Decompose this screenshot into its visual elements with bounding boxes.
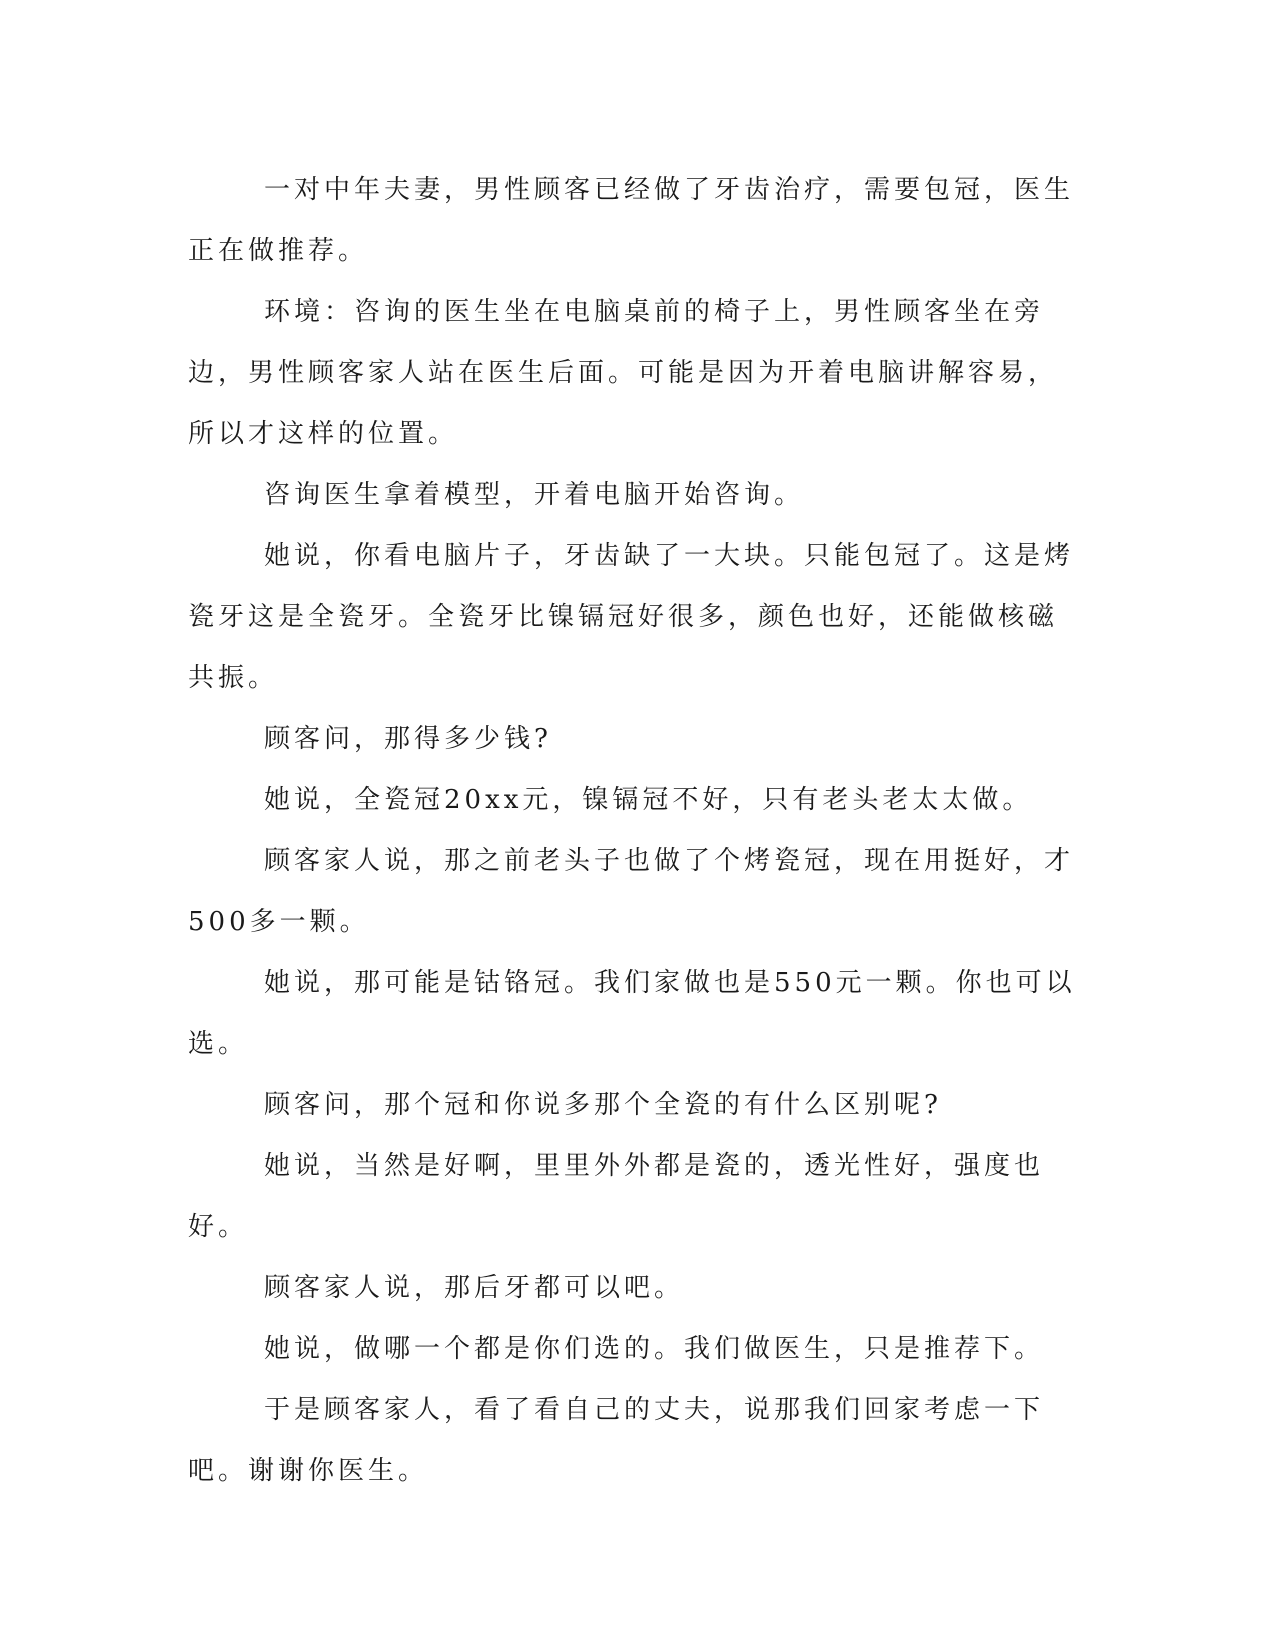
paragraph-8: 她说，那可能是钴铬冠。我们家做也是550元一颗。你也可以选。 — [188, 968, 1076, 1059]
paragraph-5: 顾客问，那得多少钱? — [264, 724, 552, 754]
paragraph-6: 她说，全瓷冠20xx元，镍镉冠不好，只有老头老太太做。 — [264, 785, 1033, 815]
paragraph-11: 顾客家人说，那后牙都可以吧。 — [264, 1273, 685, 1303]
paragraph-13: 于是顾客家人，看了看自己的丈夫，说那我们回家考虑一下吧。谢谢你医生。 — [188, 1395, 1045, 1486]
paragraph-10: 她说，当然是好啊，里里外外都是瓷的，透光性好，强度也好。 — [188, 1151, 1045, 1242]
paragraph-3: 咨询医生拿着模型，开着电脑开始咨询。 — [264, 480, 805, 510]
paragraph-9: 顾客问，那个冠和你说多那个全瓷的有什么区别呢? — [264, 1090, 942, 1120]
paragraph-12: 她说，做哪一个都是你们选的。我们做医生，只是推荐下。 — [264, 1334, 1045, 1364]
paragraph-2: 环境：咨询的医生坐在电脑桌前的椅子上，男性顾客坐在旁边，男性顾客家人站在医生后面。可能是因为开着电脑讲解容易，所以才这样的位置。 — [188, 297, 1059, 449]
paragraph-7: 顾客家人说，那之前老头子也做了个烤瓷冠，现在用挺好，才500多一颗。 — [188, 846, 1075, 937]
document-body — [188, 160, 1078, 1502]
paragraph-1: 一对中年夫妻，男性顾客已经做了牙齿治疗，需要包冠，医生正在做推荐。 — [188, 175, 1075, 266]
paragraph-4: 她说，你看电脑片子，牙齿缺了一大块。只能包冠了。这是烤瓷牙这是全瓷牙。全瓷牙比镍镉冠好很多，颜色也好，还能做核磁共振。 — [188, 541, 1075, 693]
